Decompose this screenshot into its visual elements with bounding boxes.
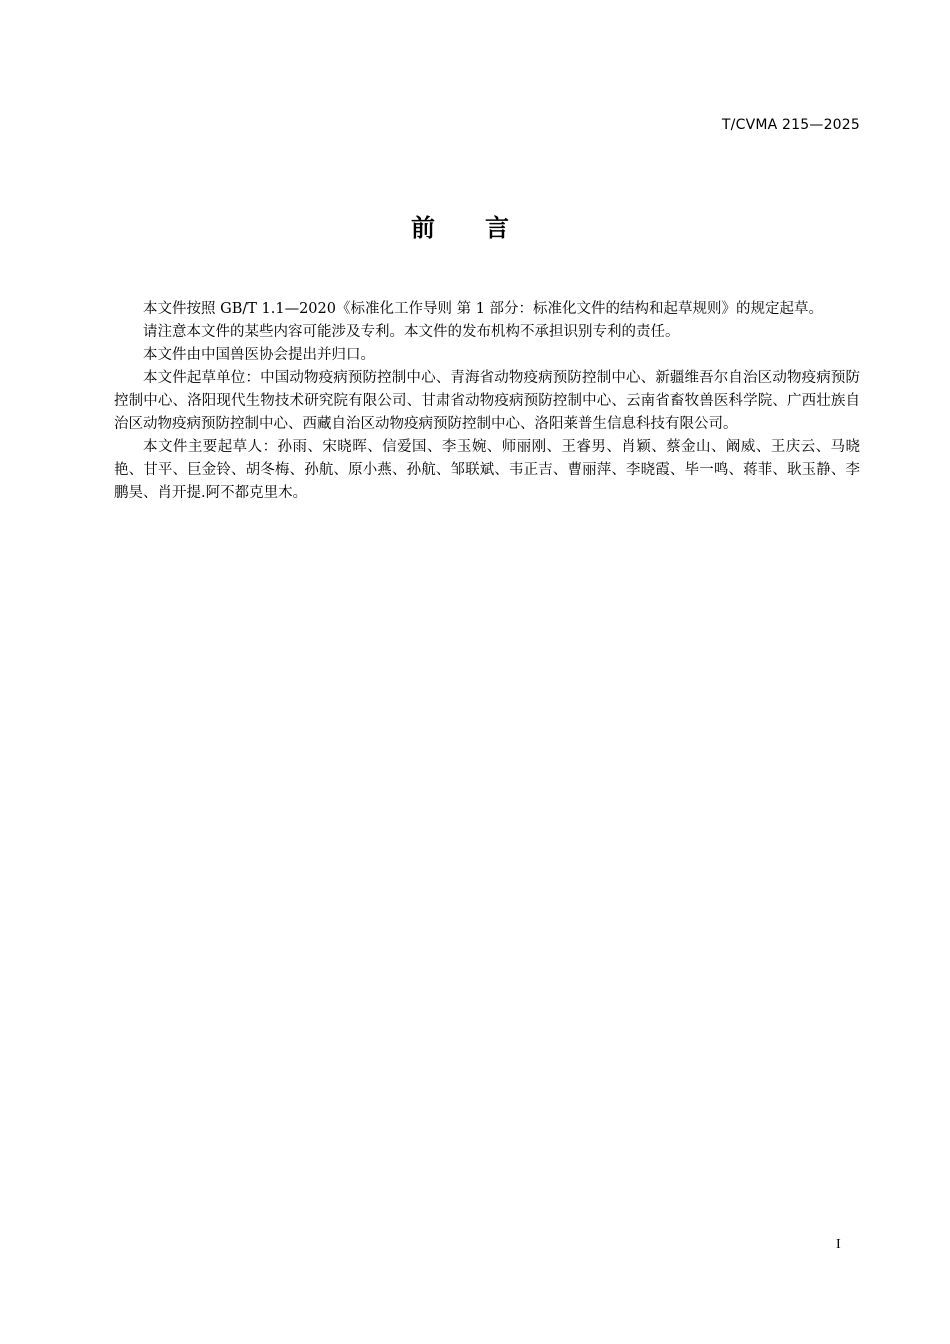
foreword-body xyxy=(114,298,860,505)
paragraph-patent-notice: 请注意本文件的某些内容可能涉及专利。本文件的发布机构不承担识别专利的责任。 xyxy=(143,324,680,340)
page-number: I xyxy=(836,1237,841,1252)
paragraph-drafting-rules: 本文件按照 GB/T 1.1—2020《标准化工作导则 第 1 部分：标准化文件的结构和起草规则》的规定起草。 xyxy=(143,301,824,317)
paragraph-drafting-units: 本文件起草单位：中国动物疫病预防控制中心、青海省动物疫病预防控制中心、新疆维吾尔自治区动物疫病预防控制中心、洛阳现代生物技术研究院有限公司、甘肃省动物疫病预防控制中心、云南省畜牧兽医科学院、广西壮族自治区动物疫病预防控制中心、西藏自治区动物疫病预防控制中心、洛阳莱普生信息科技有限公司。 xyxy=(114,370,860,432)
page-title: 前言 xyxy=(411,214,559,242)
document-code: T/CVMA 215—2025 xyxy=(721,117,860,133)
paragraph-main-drafters: 本文件主要起草人：孙雨、宋晓晖、信爱国、李玉婉、师丽刚、王睿男、肖颖、蔡金山、阚威、王庆云、马晓艳、甘平、巨金铃、胡冬梅、孙航、原小燕、孙航、邹联斌、韦正吉、曹丽萍、李晓霞、毕一鸣、蒋菲、耿玉静、李鹏昊、肖开提.阿不都克里木。 xyxy=(114,439,860,501)
paragraph-proposer: 本文件由中国兽医协会提出并归口。 xyxy=(143,347,375,363)
